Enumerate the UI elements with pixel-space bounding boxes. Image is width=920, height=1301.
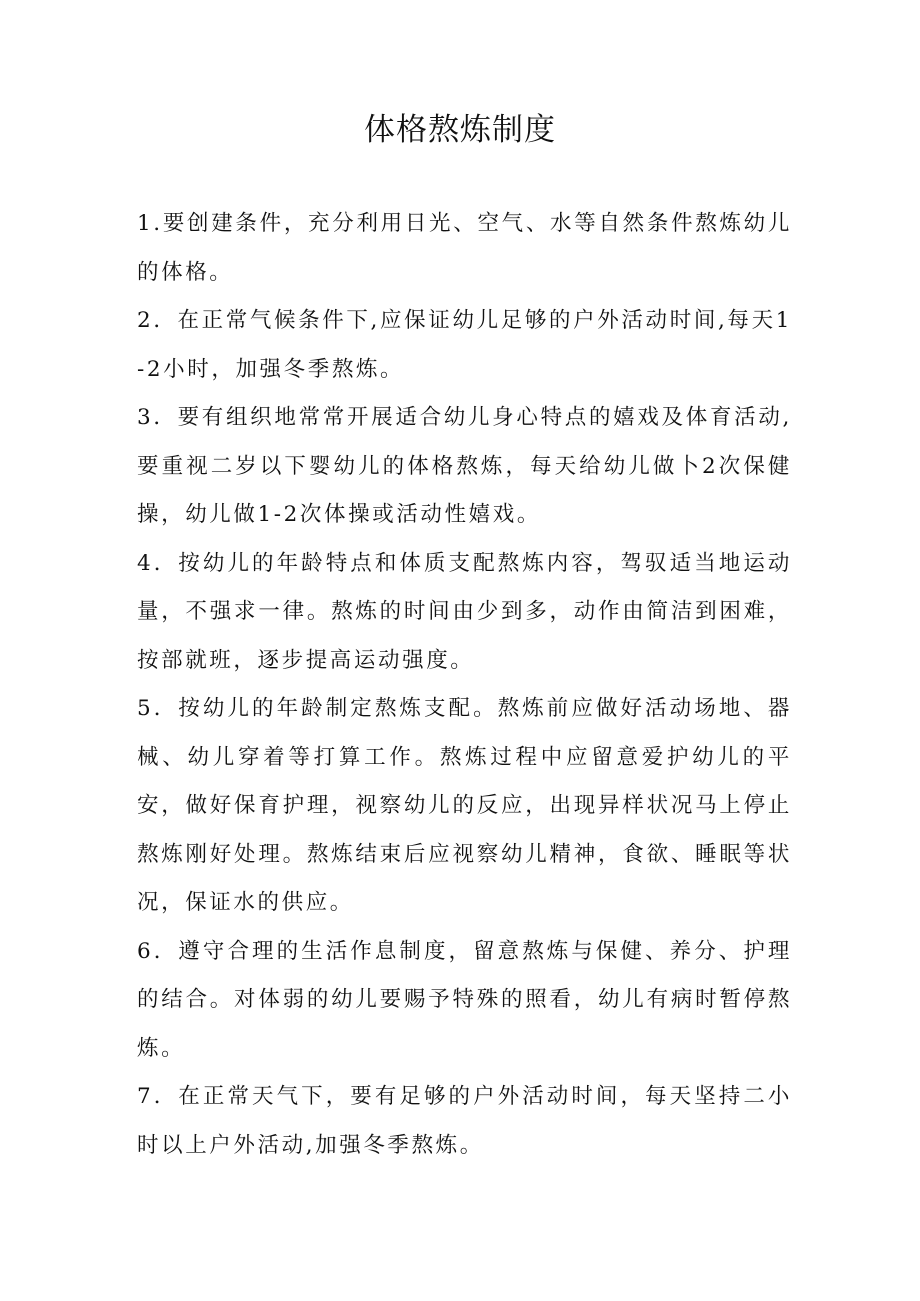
- document-body: [137, 200, 792, 1170]
- paragraph-1: 1.要创建条件，充分利用日光、空气、水等自然条件熬炼幼儿的体格。: [137, 211, 792, 285]
- paragraph-3: 3．要有组织地常常开展适合幼儿身心特点的嬉戏及体育活动,要重视二岁以下婴幼儿的体格熬炼，每天给幼儿做卜2次保健操，幼儿做1-2次体操或活动性嬉戏。: [137, 405, 792, 527]
- paragraph-5: 5．按幼儿的年龄制定熬炼支配。熬炼前应做好活动场地、器械、幼儿穿着等打算工作。熬炼过程中应留意爱护幼儿的平安，做好保育护理，视察幼儿的反应，出现异样状况马上停止熬炼刚好处理。熬炼结束后应视察幼儿精神，食欲、睡眠等状况，保证水的供应。: [137, 696, 792, 915]
- paragraph-2: 2．在正常气候条件下,应保证幼儿足够的户外活动时间,每天1-2小时，加强冬季熬炼。: [137, 308, 792, 382]
- paragraph-4: 4．按幼儿的年龄特点和体质支配熬炼内容，驾驭适当地运动量，不强求一律。熬炼的时间由少到多，动作由简洁到困难，按部就班，逐步提高运动强度。: [137, 550, 792, 673]
- paragraph-7: 7．在正常天气下，要有足够的户外活动时间，每天坚持二小时以上户外活动,加强冬季熬炼。: [137, 1084, 792, 1158]
- document-title: 体格熬炼制度: [364, 112, 556, 148]
- paragraph-6: 6．遵守合理的生活作息制度，留意熬炼与保健、养分、护理的结合。对体弱的幼儿要赐予特殊的照看，幼儿有病时暂停熬炼。: [137, 938, 792, 1061]
